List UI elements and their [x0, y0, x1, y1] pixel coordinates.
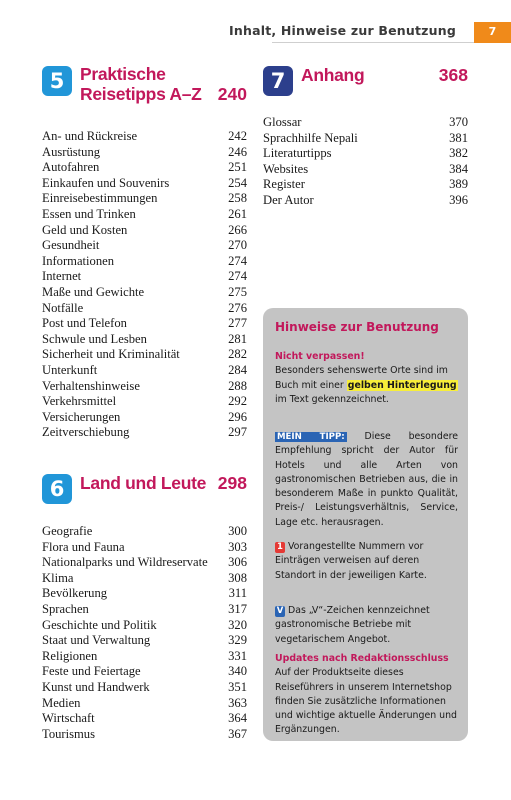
- chapter-5-badge: 5: [42, 66, 72, 96]
- toc-entry[interactable]: [42, 269, 247, 285]
- toc-entry[interactable]: [42, 618, 247, 634]
- chapter-7-page: 368: [438, 65, 468, 85]
- nicht-verpassen-title: Nicht verpassen!: [275, 351, 365, 362]
- toc-entry[interactable]: [42, 301, 247, 317]
- mein-tipp-text: Diese besondere Empfehlung spricht der Autor für Hotels und alle Arten von gastronomischen Betrieben aus, die in besonderem Maße in punkto Qualität, Preis-/ Leistungsverhältnis, Service, Lage etc. herausragen.: [275, 431, 458, 528]
- toc-entry[interactable]: [42, 160, 247, 176]
- toc-entry-page: 300: [228, 524, 247, 538]
- toc-entry-label: Zeitverschiebung: [42, 425, 130, 440]
- toc-entry[interactable]: [42, 332, 247, 348]
- toc-entry-label: Ausrüstung: [42, 144, 101, 159]
- toc-entry-label: Schwule und Lesben: [42, 331, 147, 346]
- toc-entry-page: 261: [228, 206, 247, 221]
- toc-entry-page: 288: [228, 378, 247, 393]
- toc-entry[interactable]: [42, 285, 247, 301]
- toc-entry-page: 246: [228, 144, 247, 159]
- toc-entry-label: Essen und Trinken: [42, 206, 136, 221]
- toc-entry-page: 311: [228, 586, 247, 601]
- chapter-5-toc: [42, 129, 247, 441]
- nicht-verpassen-text-post: im Text gekennzeichnet.: [275, 393, 389, 405]
- toc-entry[interactable]: [42, 586, 247, 602]
- toc-entry[interactable]: [42, 238, 247, 254]
- chapter-7-heading: [263, 64, 468, 98]
- vegetarian-marker-text: Das „V“-Zeichen kennzeichnet gastronomische Betriebe mit vegetarischem Angebot.: [275, 605, 430, 645]
- yellow-highlight-sample: gelben Hinterlegung: [347, 379, 457, 391]
- chapter-6-page: 298: [217, 473, 247, 493]
- toc-entry[interactable]: [263, 115, 468, 131]
- page-number-tab: [474, 22, 511, 43]
- toc-entry-page: 329: [228, 633, 247, 648]
- toc-entry[interactable]: [42, 649, 247, 665]
- toc-entry-label: Wirtschaft: [42, 711, 95, 726]
- toc-entry-label: Glossar: [263, 115, 302, 129]
- toc-entry-page: 384: [449, 161, 468, 176]
- toc-entry-page: 331: [228, 648, 247, 663]
- toc-entry-page: 370: [449, 115, 468, 129]
- toc-entry-page: 254: [228, 175, 247, 190]
- chapter-5-heading: [42, 64, 247, 108]
- toc-entry-page: 296: [228, 409, 247, 424]
- toc-entry-label: Medien: [42, 695, 81, 710]
- updates-block: [275, 652, 458, 738]
- header-rule: [272, 42, 474, 43]
- toc-entry[interactable]: [42, 394, 247, 410]
- toc-entry[interactable]: [42, 664, 247, 680]
- chapter-6-toc: [42, 524, 247, 742]
- chapter-5-title-line1: Praktische: [80, 64, 166, 84]
- toc-entry[interactable]: [42, 571, 247, 587]
- toc-entry-page: 258: [228, 191, 247, 206]
- toc-entry-page: 281: [228, 331, 247, 346]
- toc-entry[interactable]: [42, 555, 247, 571]
- toc-entry[interactable]: [42, 129, 247, 145]
- toc-entry-page: 317: [228, 601, 247, 616]
- vegetarian-marker-block: [275, 604, 458, 647]
- toc-entry-label: Einreisebestimmungen: [42, 191, 158, 206]
- toc-entry-page: 308: [228, 570, 247, 585]
- toc-entry-label: Literaturtipps: [263, 146, 332, 161]
- toc-entry[interactable]: [42, 316, 247, 332]
- chapter-5-page: 240: [217, 84, 247, 104]
- number-marker-block: [275, 540, 458, 583]
- toc-entry-page: 242: [228, 129, 247, 143]
- toc-entry-page: 251: [228, 160, 247, 175]
- toc-entry-label: Gesundheit: [42, 238, 100, 253]
- chapter-6-badge: 6: [42, 474, 72, 504]
- toc-entry-page: 292: [228, 394, 247, 409]
- toc-entry[interactable]: [263, 193, 468, 209]
- nicht-verpassen-text-pre: Besonders sehenswerte Orte sind im Buch mit einer: [275, 365, 448, 391]
- toc-entry-page: 320: [228, 617, 247, 632]
- toc-entry-label: Einkaufen und Souvenirs: [42, 175, 170, 190]
- toc-entry-label: Flora und Fauna: [42, 539, 125, 554]
- toc-entry[interactable]: [42, 602, 247, 618]
- nicht-verpassen-block: [275, 350, 458, 407]
- toc-entry-page: 303: [228, 539, 247, 554]
- toc-entry-label: Klima: [42, 570, 74, 585]
- toc-entry[interactable]: [42, 425, 247, 441]
- toc-entry-label: Bevölkerung: [42, 586, 108, 601]
- toc-entry-label: Der Autor: [263, 192, 314, 207]
- toc-entry-label: Register: [263, 177, 305, 192]
- running-header: [0, 22, 474, 42]
- toc-entry-label: Kunst und Handwerk: [42, 679, 150, 694]
- updates-text: Auf der Produktseite dieses Reiseführers in unserem Internetshop finden Sie zusätzliche Informationen und wichtige aktuelle Änderungen und Ergänzungen.: [275, 667, 457, 736]
- toc-entry[interactable]: [42, 254, 247, 270]
- toc-entry-label: Versicherungen: [42, 409, 121, 424]
- info-box-heading: Hinweise zur Benutzung: [275, 320, 439, 334]
- toc-entry-label: Post und Telefon: [42, 316, 127, 331]
- toc-entry-label: Religionen: [42, 648, 98, 663]
- toc-entry-label: Sicherheit und Kriminalität: [42, 347, 180, 362]
- toc-entry-page: 381: [449, 130, 468, 145]
- usage-info-box: [263, 308, 468, 741]
- toc-entry-label: Sprachen: [42, 601, 89, 616]
- toc-entry-page: 297: [228, 425, 247, 440]
- number-marker-badge: 1: [275, 542, 285, 553]
- toc-entry-label: Internet: [42, 269, 82, 284]
- mein-tipp-block: [275, 430, 458, 530]
- chapter-6-title: Land und Leute: [80, 473, 207, 493]
- toc-entry-page: 351: [228, 679, 247, 694]
- toc-entry-label: Autofahren: [42, 160, 100, 175]
- toc-entry-page: 274: [228, 269, 247, 284]
- toc-entry[interactable]: [42, 347, 247, 363]
- toc-entry-page: 284: [228, 362, 247, 377]
- toc-entry-label: Geografie: [42, 524, 93, 538]
- toc-entry[interactable]: [42, 696, 247, 712]
- toc-entry-page: 364: [228, 711, 247, 726]
- toc-entry-label: An- und Rückreise: [42, 129, 138, 143]
- toc-entry[interactable]: [263, 131, 468, 147]
- toc-entry-page: 266: [228, 222, 247, 237]
- toc-entry[interactable]: [263, 146, 468, 162]
- toc-entry-page: 306: [228, 555, 247, 570]
- toc-entry[interactable]: [42, 145, 247, 161]
- toc-entry-page: 275: [228, 284, 247, 299]
- toc-entry[interactable]: [263, 162, 468, 178]
- toc-entry[interactable]: [42, 207, 247, 223]
- toc-entry-label: Maße und Gewichte: [42, 284, 145, 299]
- toc-entry-page: 270: [228, 238, 247, 253]
- toc-entry-page: 340: [228, 664, 247, 679]
- chapter-7-title: Anhang: [301, 65, 365, 85]
- toc-entry-label: Feste und Feiertage: [42, 664, 141, 679]
- toc-entry-label: Nationalparks und Wildreservate: [42, 555, 208, 570]
- toc-entry[interactable]: [42, 727, 247, 743]
- toc-entry[interactable]: [42, 633, 247, 649]
- toc-entry-label: Tourismus: [42, 726, 95, 741]
- toc-entry[interactable]: [42, 191, 247, 207]
- toc-entry[interactable]: [42, 711, 247, 727]
- toc-entry[interactable]: [42, 540, 247, 556]
- toc-entry-label: Sprachhilfe Nepali: [263, 130, 358, 145]
- toc-entry-page: 276: [228, 300, 247, 315]
- toc-entry[interactable]: [42, 524, 247, 540]
- toc-entry-label: Verhaltenshinweise: [42, 378, 140, 393]
- toc-entry-page: 389: [449, 177, 468, 192]
- toc-entry-page: 277: [228, 316, 247, 331]
- chapter-5-title-line2: Reisetipps A–Z: [80, 84, 202, 104]
- chapter-7-toc: [263, 115, 468, 209]
- toc-entry-label: Unterkunft: [42, 362, 98, 377]
- toc-entry-page: 274: [228, 253, 247, 268]
- toc-entry[interactable]: [42, 176, 247, 192]
- toc-entry-page: 396: [449, 192, 468, 207]
- toc-entry-label: Verkehrsmittel: [42, 394, 117, 409]
- toc-entry-label: Geschichte und Politik: [42, 617, 157, 632]
- chapter-7-badge: 7: [263, 66, 293, 96]
- vegetarian-v-badge: V: [276, 606, 284, 616]
- toc-entry-page: 363: [228, 695, 247, 710]
- header-title: Inhalt, Hinweise zur Benutzung: [229, 23, 456, 38]
- toc-entry[interactable]: [263, 177, 468, 193]
- toc-entry-page: 382: [449, 146, 468, 161]
- chapter-5-title: [80, 64, 202, 104]
- toc-entry-label: Informationen: [42, 253, 115, 268]
- toc-entry-label: Websites: [263, 161, 309, 176]
- toc-entry[interactable]: [42, 680, 247, 696]
- toc-entry[interactable]: [42, 410, 247, 426]
- updates-title: Updates nach Redaktionsschluss: [275, 653, 449, 664]
- page-number: 7: [488, 25, 497, 38]
- toc-entry-page: 282: [228, 347, 247, 362]
- toc-entry-label: Geld und Kosten: [42, 222, 128, 237]
- mein-tipp-badge: MEIN TIPP:: [277, 432, 345, 442]
- toc-entry-label: Notfälle: [42, 300, 84, 315]
- chapter-6-heading: [42, 470, 247, 504]
- number-marker-text: Vorangestellte Nummern vor Einträgen verweisen auf deren Standort in der jeweiligen Karte.: [275, 541, 427, 581]
- toc-entry[interactable]: [42, 363, 247, 379]
- toc-entry-label: Staat und Verwaltung: [42, 633, 151, 648]
- toc-entry[interactable]: [42, 379, 247, 395]
- toc-entry-page: 367: [228, 726, 247, 741]
- toc-entry[interactable]: [42, 223, 247, 239]
